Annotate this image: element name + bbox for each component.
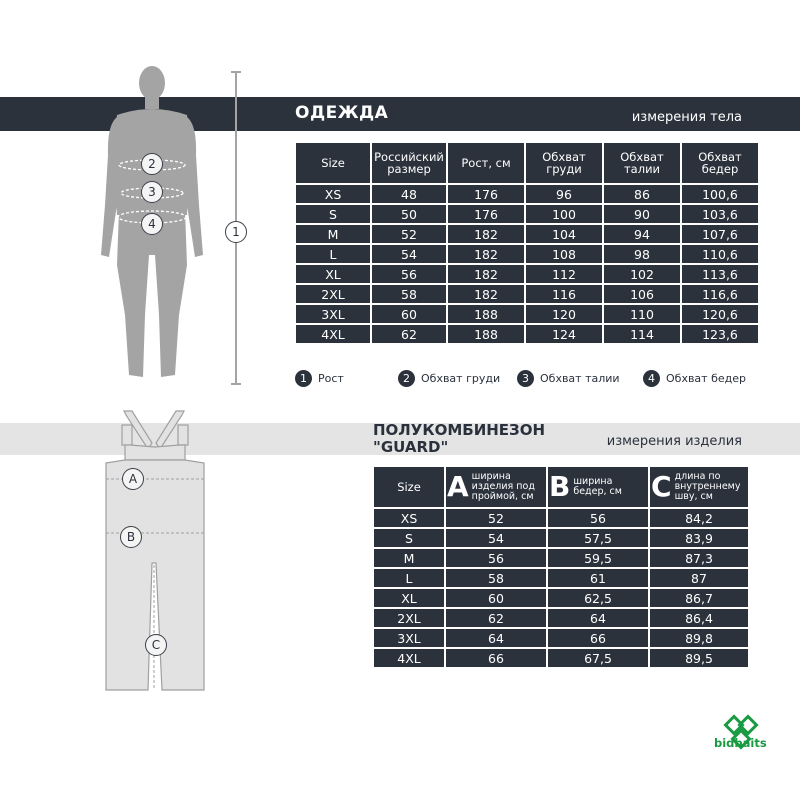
table-cell: 2XL bbox=[373, 608, 445, 628]
table-cell: M bbox=[295, 224, 371, 244]
table-cell: 106 bbox=[603, 284, 681, 304]
marker-height: 1 bbox=[225, 221, 247, 243]
table-cell: XS bbox=[373, 508, 445, 528]
legend-item bbox=[295, 370, 344, 387]
marker-b: B bbox=[120, 526, 142, 548]
table-cell: 50 bbox=[371, 204, 447, 224]
table-cell: 120 bbox=[525, 304, 603, 324]
table-cell: 103,6 bbox=[681, 204, 759, 224]
legend-label: Обхват талии bbox=[540, 372, 620, 385]
overalls-figure bbox=[100, 405, 210, 730]
table-cell: 54 bbox=[445, 528, 547, 548]
table-cell: 114 bbox=[603, 324, 681, 344]
overalls-title-line2: "GUARD" bbox=[373, 438, 449, 456]
measurement-legend bbox=[295, 370, 755, 390]
clothing-subtitle: измерения тела bbox=[631, 110, 742, 125]
table-cell: 176 bbox=[447, 204, 525, 224]
marker-a: A bbox=[122, 468, 144, 490]
table-header-cell: Size bbox=[373, 466, 445, 508]
table-cell: 3XL bbox=[373, 628, 445, 648]
table-cell: 56 bbox=[371, 264, 447, 284]
table-header-cell: Size bbox=[295, 142, 371, 184]
table-cell: 66 bbox=[547, 628, 649, 648]
table-cell: 94 bbox=[603, 224, 681, 244]
header-letter: C bbox=[651, 470, 672, 503]
table-cell: 4XL bbox=[373, 648, 445, 668]
clothing-size-table bbox=[295, 142, 759, 344]
table-cell: 100 bbox=[525, 204, 603, 224]
table-cell: 83,9 bbox=[649, 528, 749, 548]
table-cell: 87 bbox=[649, 568, 749, 588]
table-cell: 60 bbox=[445, 588, 547, 608]
table-cell: 60 bbox=[371, 304, 447, 324]
overalls-title bbox=[373, 422, 593, 456]
table-row bbox=[373, 608, 749, 628]
legend-item bbox=[643, 370, 746, 387]
table-cell: 116,6 bbox=[681, 284, 759, 304]
table-row bbox=[373, 648, 749, 668]
table-cell: 107,6 bbox=[681, 224, 759, 244]
table-row bbox=[295, 304, 759, 324]
legend-number: 3 bbox=[517, 370, 534, 387]
table-row bbox=[295, 324, 759, 344]
table-row bbox=[373, 628, 749, 648]
table-header-cell: Российский размер bbox=[371, 142, 447, 184]
table-row bbox=[295, 184, 759, 204]
table-row bbox=[295, 264, 759, 284]
table-cell: 56 bbox=[445, 548, 547, 568]
overalls-title-line1: ПОЛУКОМБИНЕЗОН bbox=[373, 421, 546, 439]
table-cell: S bbox=[295, 204, 371, 224]
table-cell: 52 bbox=[371, 224, 447, 244]
legend-item bbox=[398, 370, 500, 387]
table-header-cell: Обхват бедер bbox=[681, 142, 759, 184]
table-cell: 66 bbox=[445, 648, 547, 668]
table-cell: 67,5 bbox=[547, 648, 649, 668]
clothing-title: ОДЕЖДА bbox=[295, 103, 389, 123]
bidbaits-logo-icon bbox=[722, 708, 762, 758]
header-text: длина по внутреннему шву, см bbox=[674, 471, 741, 502]
legend-number: 4 bbox=[643, 370, 660, 387]
table-cell: 56 bbox=[547, 508, 649, 528]
table-cell: M bbox=[373, 548, 445, 568]
table-cell: L bbox=[373, 568, 445, 588]
table-cell: 176 bbox=[447, 184, 525, 204]
table-cell: 120,6 bbox=[681, 304, 759, 324]
table-cell: S bbox=[373, 528, 445, 548]
table-cell: 59,5 bbox=[547, 548, 649, 568]
table-cell: 57,5 bbox=[547, 528, 649, 548]
table-cell: 58 bbox=[445, 568, 547, 588]
table-cell: 54 bbox=[371, 244, 447, 264]
table-cell: 182 bbox=[447, 284, 525, 304]
overalls-size-table bbox=[373, 466, 749, 668]
table-cell: 108 bbox=[525, 244, 603, 264]
marker-c: C bbox=[145, 634, 167, 656]
table-header-cell: Обхват груди bbox=[525, 142, 603, 184]
table-cell: XL bbox=[295, 264, 371, 284]
table-cell: XL bbox=[373, 588, 445, 608]
header-letter: A bbox=[447, 470, 469, 503]
table-cell: 112 bbox=[525, 264, 603, 284]
table-cell: 89,5 bbox=[649, 648, 749, 668]
table-row bbox=[295, 224, 759, 244]
legend-item bbox=[517, 370, 620, 387]
table-cell: 62 bbox=[371, 324, 447, 344]
table-cell: 90 bbox=[603, 204, 681, 224]
table-cell: XS bbox=[295, 184, 371, 204]
table-row bbox=[373, 548, 749, 568]
table-cell: 4XL bbox=[295, 324, 371, 344]
table-header-cell bbox=[547, 466, 649, 508]
table-header-cell: Обхват талии bbox=[603, 142, 681, 184]
table-cell: 62 bbox=[445, 608, 547, 628]
table-row bbox=[295, 284, 759, 304]
table-cell: 64 bbox=[547, 608, 649, 628]
table-header-cell bbox=[445, 466, 547, 508]
table-row bbox=[295, 244, 759, 264]
brand-logo-text: bidbaits bbox=[714, 736, 767, 750]
header-letter: B bbox=[549, 470, 571, 503]
table-cell: 64 bbox=[445, 628, 547, 648]
table-cell: 182 bbox=[447, 264, 525, 284]
table-cell: 188 bbox=[447, 304, 525, 324]
header-text: ширина бедер, см bbox=[573, 476, 622, 497]
legend-label: Обхват бедер bbox=[666, 372, 746, 385]
table-cell: 86,4 bbox=[649, 608, 749, 628]
table-cell: 100,6 bbox=[681, 184, 759, 204]
table-cell: 52 bbox=[445, 508, 547, 528]
table-cell: 182 bbox=[447, 224, 525, 244]
header-text: ширина изделия под проймой, см bbox=[471, 471, 535, 502]
table-cell: 96 bbox=[525, 184, 603, 204]
table-cell: 104 bbox=[525, 224, 603, 244]
table-row bbox=[373, 508, 749, 528]
table-row bbox=[373, 528, 749, 548]
legend-number: 1 bbox=[295, 370, 312, 387]
table-cell: 110 bbox=[603, 304, 681, 324]
table-cell: 124 bbox=[525, 324, 603, 344]
table-cell: 89,8 bbox=[649, 628, 749, 648]
legend-number: 2 bbox=[398, 370, 415, 387]
table-cell: 182 bbox=[447, 244, 525, 264]
table-row bbox=[373, 588, 749, 608]
overalls-subtitle: измерения изделия bbox=[606, 434, 742, 449]
legend-label: Рост bbox=[318, 372, 344, 385]
table-cell: L bbox=[295, 244, 371, 264]
legend-label: Обхват груди bbox=[421, 372, 501, 385]
table-cell: 3XL bbox=[295, 304, 371, 324]
table-cell: 102 bbox=[603, 264, 681, 284]
table-row bbox=[295, 204, 759, 224]
table-cell: 61 bbox=[547, 568, 649, 588]
table-cell: 116 bbox=[525, 284, 603, 304]
marker-waist: 3 bbox=[141, 181, 163, 203]
marker-hips: 4 bbox=[141, 213, 163, 235]
table-header-row bbox=[373, 466, 749, 508]
table-cell: 62,5 bbox=[547, 588, 649, 608]
table-header-row bbox=[295, 142, 759, 184]
table-cell: 2XL bbox=[295, 284, 371, 304]
table-cell: 86,7 bbox=[649, 588, 749, 608]
table-cell: 86 bbox=[603, 184, 681, 204]
table-cell: 110,6 bbox=[681, 244, 759, 264]
table-cell: 123,6 bbox=[681, 324, 759, 344]
table-cell: 48 bbox=[371, 184, 447, 204]
marker-chest: 2 bbox=[141, 153, 163, 175]
table-row bbox=[373, 568, 749, 588]
table-cell: 188 bbox=[447, 324, 525, 344]
table-cell: 84,2 bbox=[649, 508, 749, 528]
table-cell: 58 bbox=[371, 284, 447, 304]
table-cell: 113,6 bbox=[681, 264, 759, 284]
table-header-cell: Рост, см bbox=[447, 142, 525, 184]
table-cell: 98 bbox=[603, 244, 681, 264]
table-cell: 87,3 bbox=[649, 548, 749, 568]
table-header-cell bbox=[649, 466, 749, 508]
